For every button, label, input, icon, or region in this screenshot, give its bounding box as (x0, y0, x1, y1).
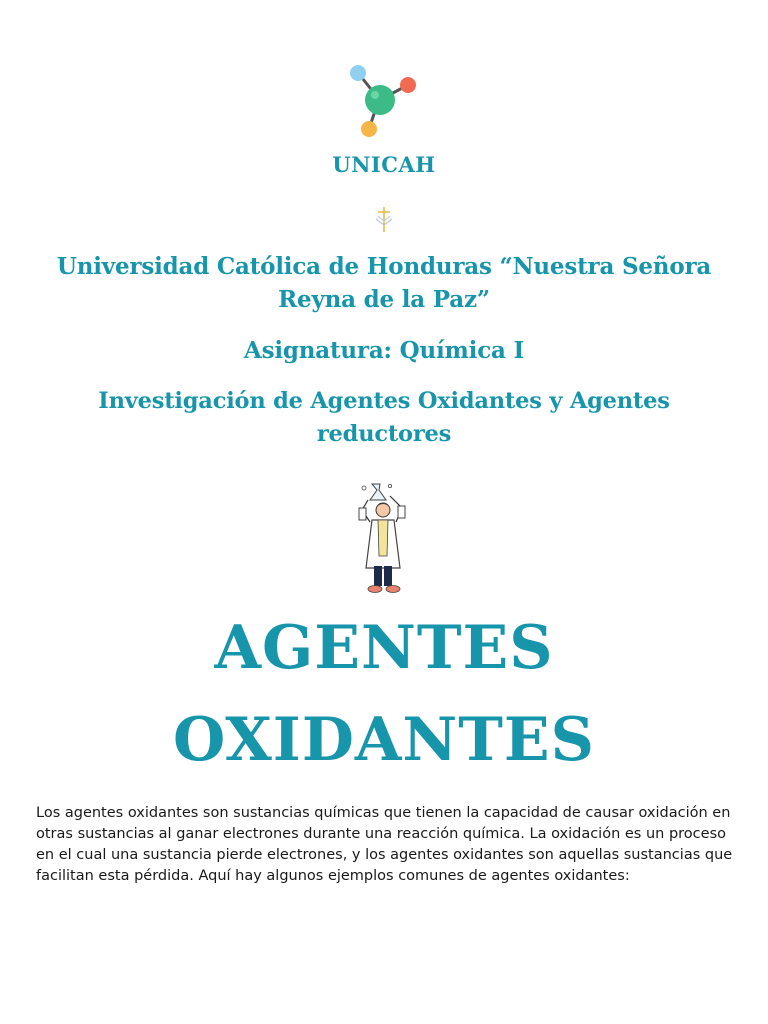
university-acronym: UNICAH (332, 152, 436, 177)
molecule-icon (344, 62, 420, 140)
section-title-line2: OXIDANTES (173, 705, 595, 775)
subject-title: Asignatura: Química I (243, 337, 525, 364)
research-topic: Investigación de Agentes Oxidantes y Agentes reductores (98, 388, 670, 447)
section-title-line1: AGENTES (214, 613, 554, 683)
scientist-icon (350, 480, 418, 595)
cross-sparkle-icon (372, 205, 396, 233)
university-name: Universidad Católica de Honduras “Nuestra Señora Reyna de la Paz” (56, 253, 712, 313)
intro-paragraph: Los agentes oxidantes son sustancias químicas que tienen la capacidad de causar oxidación en otras sustancias al ganar electrones durante una reacción química. La oxidación es un proceso en el cual una sustancia pierde electrones, y los agentes oxidantes son aquellas sustancias que facilitan esta pérdida. Aquí hay algunos ejemplos comunes de agentes oxidantes: (36, 805, 733, 884)
